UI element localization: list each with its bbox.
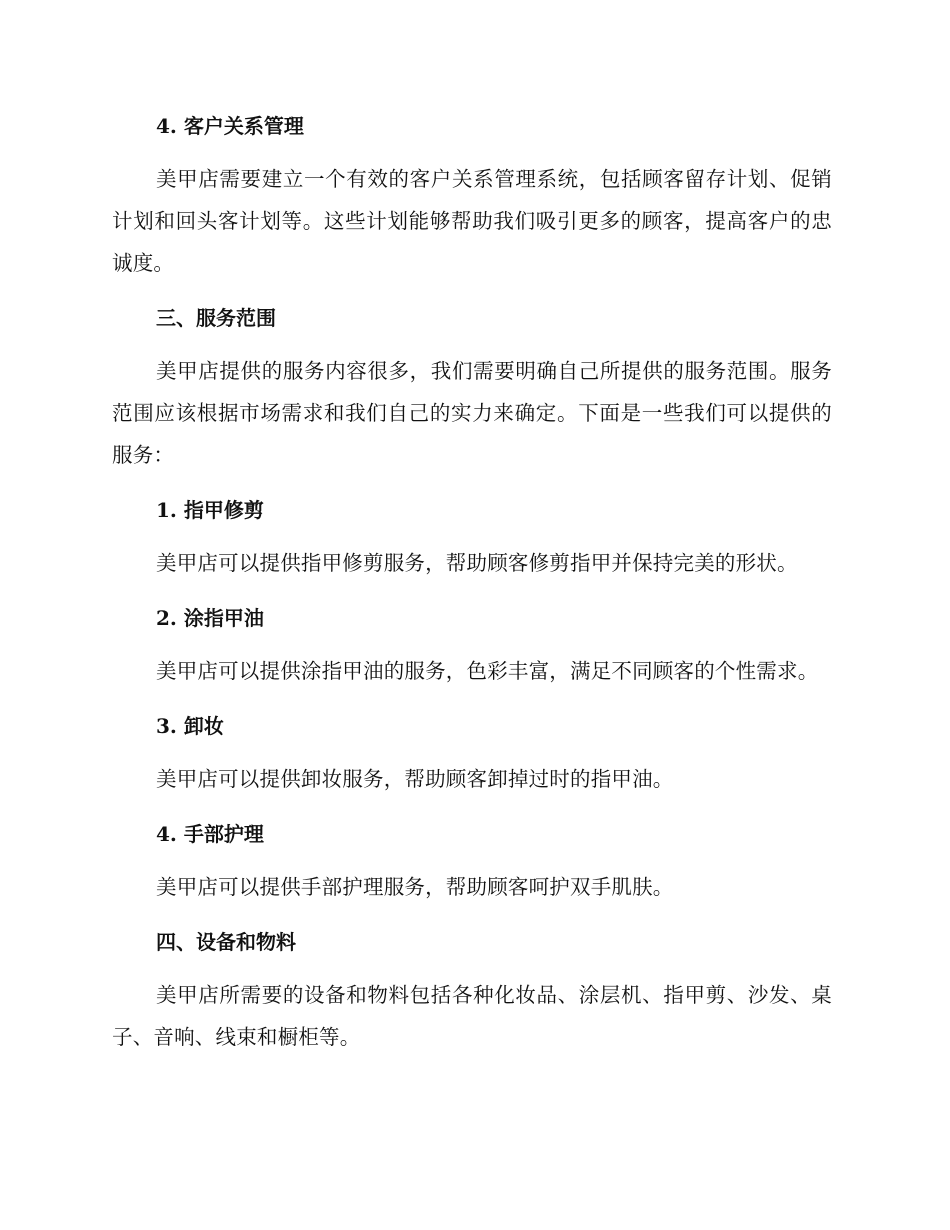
section-heading-nail-trimming: 1. 指甲修剪	[156, 498, 264, 522]
paragraph-equipment: 美甲店所需要的设备和物料包括各种化妆品、涂层机、指甲剪、沙发、桌子、音响、线束和橱柜等。	[112, 983, 832, 1049]
section-heading-hand-care: 4. 手部护理	[156, 822, 264, 846]
paragraph-nail-polish: 美甲店可以提供涂指甲油的服务，色彩丰富，满足不同顾客的个性需求。	[156, 659, 819, 683]
section-heading-equipment: 四、设备和物料	[156, 930, 296, 954]
paragraph-crm: 美甲店需要建立一个有效的客户关系管理系统，包括顾客留存计划、促销计划和回头客计划等。这些计划能够帮助我们吸引更多的顾客，提高客户的忠诚度。	[112, 167, 832, 275]
section-heading-crm: 4. 客户关系管理	[156, 114, 304, 138]
paragraph-service-scope: 美甲店提供的服务内容很多，我们需要明确自己所提供的服务范围。服务范围应该根据市场需求和我们自己的实力来确定。下面是一些我们可以提供的服务：	[112, 359, 832, 467]
paragraph-hand-care: 美甲店可以提供手部护理服务，帮助顾客呵护双手肌肤。	[156, 875, 674, 899]
section-heading-removal: 3. 卸妆	[156, 714, 224, 738]
section-heading-nail-polish: 2. 涂指甲油	[156, 606, 264, 630]
document-page	[112, 106, 832, 1058]
paragraph-nail-trimming: 美甲店可以提供指甲修剪服务，帮助顾客修剪指甲并保持完美的形状。	[156, 551, 798, 575]
paragraph-removal: 美甲店可以提供卸妆服务，帮助顾客卸掉过时的指甲油。	[156, 767, 674, 791]
section-heading-service-scope: 三、服务范围	[156, 306, 276, 330]
